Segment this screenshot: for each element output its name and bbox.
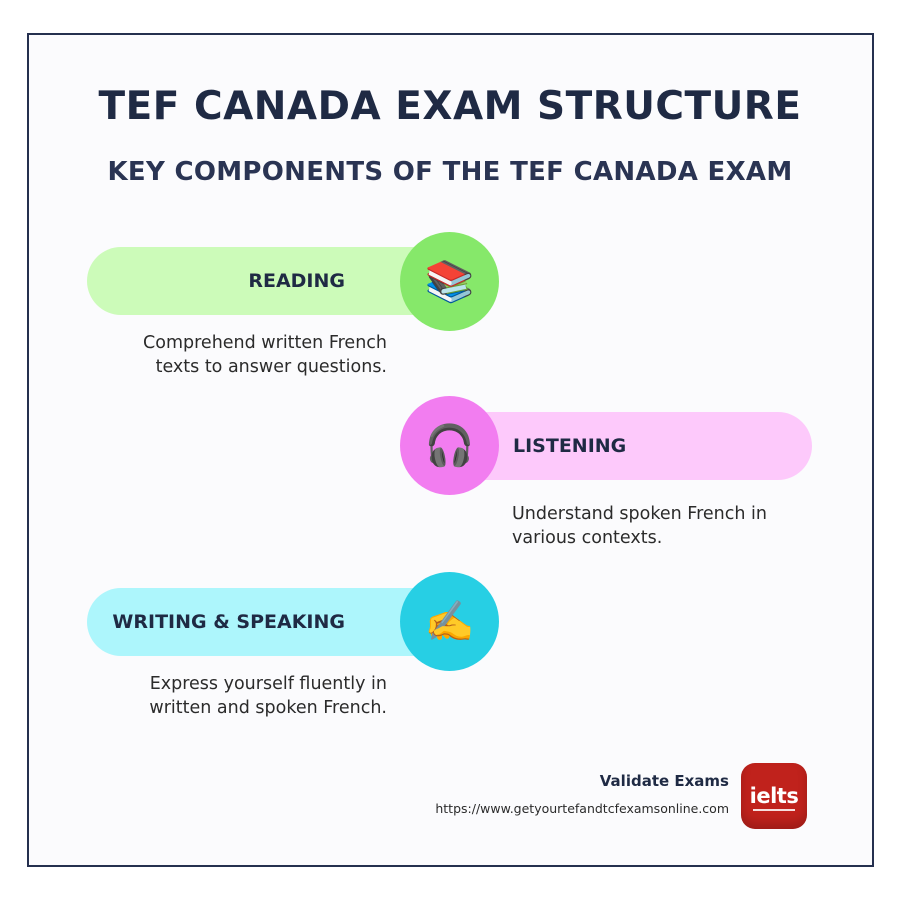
- page-subtitle: KEY COMPONENTS OF THE TEF CANADA EXAM: [107, 157, 793, 187]
- reading-description: [67, 331, 387, 379]
- page-title: TEF CANADA EXAM STRUCTURE: [98, 84, 802, 129]
- writing-speaking-description: [67, 672, 387, 720]
- logo-text: ielts: [749, 784, 799, 808]
- reading-description-line-1: Comprehend written French: [143, 333, 387, 353]
- ielts-logo: [741, 763, 807, 829]
- books-icon: 📚: [400, 232, 499, 331]
- website-url[interactable]: https://www.getyourtefandtcfexamsonline.com: [435, 801, 729, 816]
- reading-description-line-2: texts to answer questions.: [155, 357, 387, 377]
- listening-description-line-2: various contexts.: [512, 528, 663, 548]
- writing-speaking-description-line-2: written and spoken French.: [149, 698, 387, 718]
- listening-description: [512, 502, 832, 550]
- brand-name: Validate Exams: [599, 772, 729, 790]
- writing-speaking-label: WRITING & SPEAKING: [112, 611, 345, 633]
- headphones-icon: 🎧: [400, 396, 499, 495]
- writing-hand-icon: ✍️: [400, 572, 499, 671]
- listening-label: LISTENING: [513, 435, 627, 457]
- writing-speaking-description-line-1: Express yourself fluently in: [149, 674, 387, 694]
- listening-description-line-1: Understand spoken French in: [512, 504, 767, 524]
- logo-underline: [753, 809, 795, 811]
- reading-label: READING: [248, 270, 345, 292]
